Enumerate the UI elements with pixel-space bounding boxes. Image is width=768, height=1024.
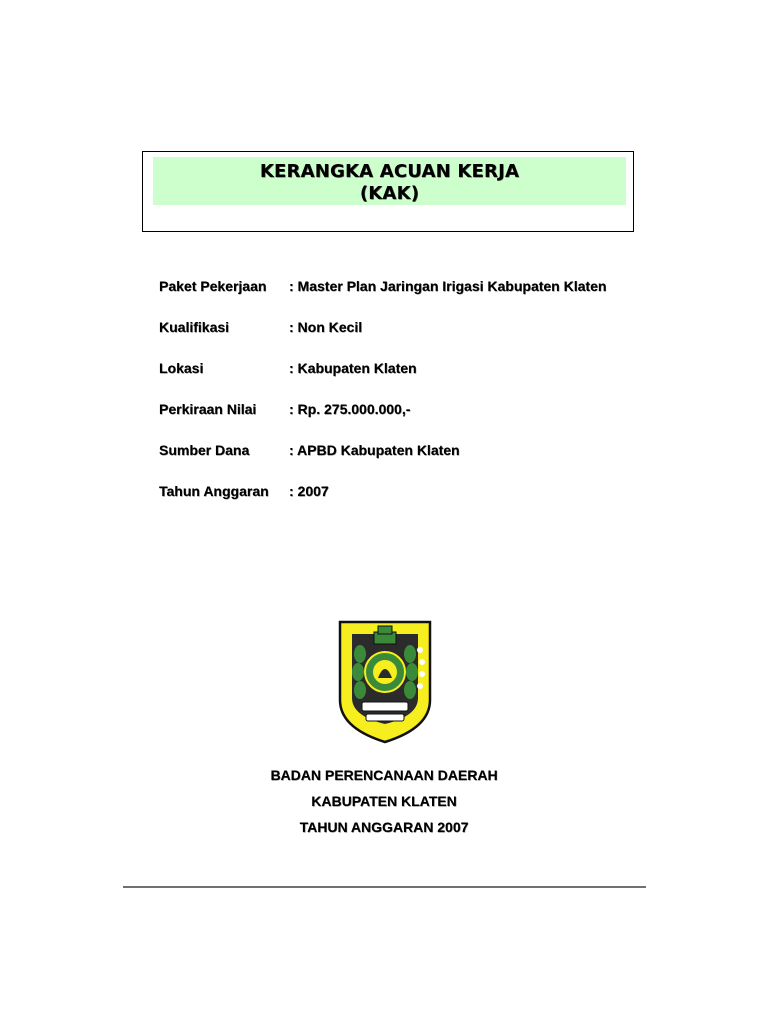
title-band [153, 157, 626, 205]
info-value: : Non Kecil [289, 319, 363, 335]
info-label: Paket Pekerjaan [159, 278, 267, 294]
info-value: : Kabupaten Klaten [289, 360, 417, 376]
info-value: : Rp. 275.000.000,- [289, 401, 411, 417]
title-box [142, 151, 634, 232]
institution-name: BADAN PERENCANAAN DAERAH [270, 767, 498, 783]
info-label: Sumber Dana [159, 442, 250, 458]
document-subtitle: (KAK) [359, 183, 420, 204]
info-label: Lokasi [159, 360, 204, 376]
klaten-emblem-icon [338, 620, 432, 744]
info-value: : 2007 [289, 483, 329, 499]
info-label: Tahun Anggaran [159, 483, 269, 499]
info-label: Perkiraan Nilai [159, 401, 257, 417]
info-label: Kualifikasi [159, 319, 230, 335]
footer-institution [0, 766, 768, 844]
institution-region: KABUPATEN KLATEN [311, 793, 457, 809]
page-divider [123, 886, 646, 888]
info-value: : Master Plan Jaringan Irigasi Kabupaten Klaten [289, 278, 607, 294]
budget-year: TAHUN ANGGARAN 2007 [299, 819, 469, 835]
document-title: KERANGKA ACUAN KERJA [259, 161, 520, 182]
info-value: : APBD Kabupaten Klaten [289, 442, 460, 458]
